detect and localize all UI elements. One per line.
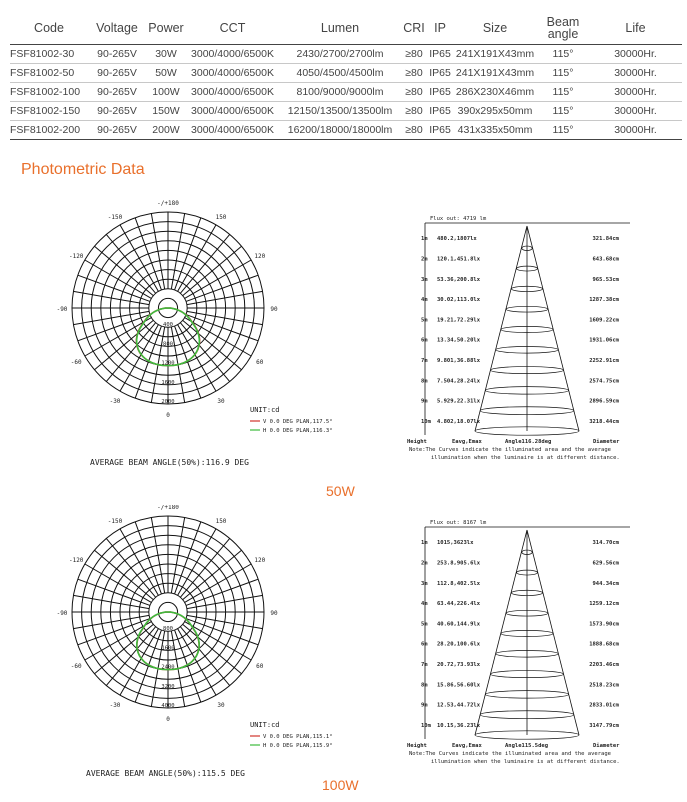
illuminance-label: 63.44,226.4lx (437, 601, 481, 608)
angle-label-r: 90 (270, 306, 278, 313)
angle-label-b: 0 (166, 716, 170, 723)
polar-spoke (186, 275, 258, 301)
spec-row (10, 45, 682, 64)
radial-label: 2400 (161, 664, 175, 671)
angle-label-top: -/+180 (157, 505, 179, 511)
flux-out: Flux out: 4719 lm (430, 216, 487, 222)
polar-spoke (187, 595, 263, 608)
spec-cell-voltage: 90-265V (88, 121, 146, 140)
angle-label-tl: -150 (107, 214, 123, 222)
spec-cell-ip: IP65 (427, 121, 453, 140)
polar-spoke (175, 522, 201, 594)
spec-row (10, 102, 682, 121)
footer-diameter: Diameter (593, 743, 620, 749)
angle-label-lr: 60 (256, 663, 264, 670)
average-beam-angle: AVERAGE BEAM ANGLE(50%):115.5 DEG (86, 769, 245, 778)
spec-cell-size: 431x335x50mm (453, 121, 537, 140)
height-label: 6m (421, 641, 428, 648)
note-line2: illumination when the luminaire is at different distance. (431, 759, 620, 765)
watt-label-50w: 50W (326, 483, 355, 499)
angle-label-l: -90 (56, 610, 68, 617)
photometric-block-100w (0, 505, 687, 790)
height-label: 10m (421, 722, 431, 729)
spec-cell-cct: 3000/4000/6500K (186, 64, 279, 83)
height-label: 7m (421, 661, 428, 668)
col-power: Power (146, 12, 186, 45)
spec-row (10, 83, 682, 102)
radial-label: 3200 (161, 683, 175, 690)
polar-spoke (151, 517, 164, 593)
diameter-label: 2574.75cm (589, 378, 619, 385)
legend-v-label: V 0.0 DEG PLAN,117.5° (263, 419, 333, 425)
polar-spoke (135, 326, 161, 398)
height-label: 3m (421, 276, 428, 283)
beam-line2: angle (547, 27, 579, 41)
angle-label-ul: -120 (68, 557, 84, 564)
flux-out: Flux out: 8167 lm (430, 520, 487, 526)
illuminance-label: 28.20,100.6lx (437, 641, 481, 648)
illuminance-label: 120.1,451.8lx (437, 256, 481, 263)
angle-label-tr: 150 (215, 214, 227, 222)
spec-cell-code: FSF81002-30 (10, 45, 88, 64)
spec-cell-cct: 3000/4000/6500K (186, 121, 279, 140)
spec-cell-lumen: 4050/4500/4500lm (279, 64, 401, 83)
note-line1: Note:The Curves indicate the illuminated area and the average (409, 447, 611, 453)
angle-label-br: 30 (217, 397, 225, 405)
spec-table (10, 12, 682, 140)
illuminance-label: 112.8,402.5lx (437, 580, 481, 587)
footer-angle: Angle116.28deg (505, 439, 552, 445)
section-title: Photometric Data (21, 161, 145, 178)
illuminance-label: 19.21,72.29lx (437, 317, 481, 324)
diameter-label: 944.34cm (592, 580, 619, 587)
angle-label-top: -/+180 (157, 200, 179, 207)
illuminance-label: 10.15,36.23lx (437, 722, 481, 729)
footer-height: Height (407, 439, 427, 445)
polar-spoke (151, 213, 164, 289)
average-beam-angle: AVERAGE BEAM ANGLE(50%):116.9 DEG (90, 458, 249, 467)
note-line2: illumination when the luminaire is at different distance. (431, 455, 620, 461)
illuminance-label: 4.802,18.07lx (437, 418, 481, 425)
polar-spoke (78, 315, 150, 341)
diameter-label: 1931.06cm (589, 337, 619, 344)
spec-cell-code: FSF81002-50 (10, 64, 88, 83)
cone-edge-right (527, 226, 579, 431)
spec-cell-power: 50W (146, 64, 186, 83)
footer-eavg: Eavg,Emax (452, 743, 482, 749)
spec-cell-ip: IP65 (427, 102, 453, 121)
angle-label-ur: 120 (254, 557, 266, 564)
angle-label-tl: -150 (107, 518, 123, 526)
spec-cell-cri: ≥80 (401, 121, 427, 140)
polar-spoke (78, 619, 150, 645)
polar-spoke (73, 311, 149, 324)
col-size: Size (453, 12, 537, 45)
diameter-label: 1888.68cm (589, 641, 619, 648)
diameter-label: 2833.01cm (589, 702, 619, 709)
height-label: 8m (421, 378, 428, 385)
polar-spoke (187, 291, 263, 304)
angle-label-bl: -30 (109, 397, 121, 405)
radial-label: 800 (163, 626, 173, 633)
angle-label-ll: -60 (70, 359, 82, 366)
diameter-label: 2252.91cm (589, 357, 619, 364)
unit-label: UNIT:cd (250, 406, 280, 414)
diameter-label: 1287.38cm (589, 297, 619, 304)
diameter-label: 2896.59cm (589, 398, 619, 405)
polar-spoke (73, 291, 149, 304)
illuminance-label: 480.2,1807lx (437, 236, 477, 243)
diameter-label: 2518.23cm (589, 682, 619, 689)
polar-spoke (186, 315, 258, 341)
spec-cell-power: 200W (146, 121, 186, 140)
legend-h-label: H 0.0 DEG PLAN,115.9° (263, 743, 333, 749)
illuminance-label: 5.929,22.31lx (437, 398, 481, 405)
spec-cell-lumen: 2430/2700/2700lm (279, 45, 401, 64)
height-label: 6m (421, 337, 428, 344)
polar-chart (57, 505, 278, 723)
beam-line1: Beam (546, 15, 580, 29)
spec-cell-life: 30000Hr. (589, 83, 682, 102)
polar-spoke (78, 275, 150, 301)
angle-label-b: 0 (166, 412, 170, 419)
diameter-label: 1259.12cm (589, 601, 619, 608)
height-label: 3m (421, 580, 428, 587)
spec-cell-life: 30000Hr. (589, 121, 682, 140)
diameter-label: 321.84cm (592, 236, 619, 243)
radial-label: 1200 (161, 360, 175, 367)
spec-header-row (10, 12, 682, 45)
height-label: 4m (421, 297, 428, 304)
polar-chart (57, 200, 278, 419)
spec-cell-ip: IP65 (427, 83, 453, 102)
illuminance-label: 7.504,28.24lx (437, 378, 481, 385)
spec-cell-cri: ≥80 (401, 83, 427, 102)
spec-cell-code: FSF81002-150 (10, 102, 88, 121)
illuminance-label: 1015,3623lx (437, 540, 474, 547)
illuminance-label: 9.801,36.88lx (437, 357, 481, 364)
radial-label: 2000 (161, 399, 175, 405)
polar-spoke (175, 218, 201, 290)
spec-cell-life: 30000Hr. (589, 64, 682, 83)
height-label: 10m (421, 418, 431, 425)
polar-spoke (175, 630, 201, 702)
spec-cell-beam: 115° (537, 64, 589, 83)
legend-h-label: H 0.0 DEG PLAN,116.3° (263, 428, 333, 434)
spec-cell-voltage: 90-265V (88, 45, 146, 64)
radial-label: 800 (163, 341, 173, 348)
spec-cell-cct: 3000/4000/6500K (186, 45, 279, 64)
height-label: 1m (421, 236, 428, 243)
watt-label-100w: 100W (322, 777, 359, 793)
illuminance-label: 53.36,200.8lx (437, 276, 481, 283)
radial-label: 1600 (161, 645, 175, 652)
cone-edge-right (527, 530, 579, 735)
spec-row (10, 64, 682, 83)
illuminance-label: 15.86,56.60lx (437, 682, 481, 689)
col-cct: CCT (186, 12, 279, 45)
col-life: Life (589, 12, 682, 45)
diameter-label: 643.68cm (592, 256, 619, 263)
spec-cell-voltage: 90-265V (88, 102, 146, 121)
polar-spoke (171, 517, 184, 593)
angle-label-tr: 150 (215, 518, 227, 526)
illuminance-label: 20.72,73.93lx (437, 661, 481, 668)
illuminance-label: 12.53,44.72lx (437, 702, 481, 709)
spec-cell-cri: ≥80 (401, 45, 427, 64)
angle-label-ll: -60 (70, 663, 82, 670)
angle-label-r: 90 (270, 610, 278, 617)
illuminance-label: 40.60,144.9lx (437, 621, 481, 628)
angle-label-ul: -120 (68, 253, 84, 260)
height-label: 4m (421, 601, 428, 608)
radial-label: 4000 (161, 703, 175, 709)
spec-cell-power: 100W (146, 83, 186, 102)
spec-cell-voltage: 90-265V (88, 83, 146, 102)
unit-label: UNIT:cd (250, 721, 280, 729)
spec-cell-cct: 3000/4000/6500K (186, 102, 279, 121)
diameter-label: 1609.22cm (589, 317, 619, 324)
col-lumen: Lumen (279, 12, 401, 45)
note-line1: Note:The Curves indicate the illuminated area and the average (409, 751, 611, 757)
polar-spoke (175, 326, 201, 398)
cone-edge-left (475, 226, 527, 431)
spec-cell-size: 241X191X43mm (453, 64, 537, 83)
diameter-label: 3147.79cm (589, 722, 619, 729)
photometric-block-50w (0, 200, 687, 510)
spec-cell-beam: 115° (537, 102, 589, 121)
height-label: 9m (421, 702, 428, 709)
polar-spoke (73, 595, 149, 608)
polar-spoke (73, 615, 149, 628)
footer-diameter: Diameter (593, 439, 620, 445)
spec-cell-cri: ≥80 (401, 102, 427, 121)
diameter-label: 3218.44cm (589, 418, 619, 425)
angle-label-l: -90 (56, 306, 68, 313)
spec-cell-voltage: 90-265V (88, 64, 146, 83)
spec-cell-power: 30W (146, 45, 186, 64)
spec-cell-lumen: 8100/9000/9000lm (279, 83, 401, 102)
spec-cell-cri: ≥80 (401, 64, 427, 83)
diameter-label: 965.53cm (592, 276, 619, 283)
spec-cell-life: 30000Hr. (589, 102, 682, 121)
footer-angle: Angle115.5deg (505, 743, 549, 749)
polar-spoke (187, 615, 263, 628)
spec-cell-beam: 115° (537, 83, 589, 102)
col-cri: CRI (401, 12, 427, 45)
angle-label-br: 30 (217, 701, 225, 709)
col-ip: IP (427, 12, 453, 45)
height-label: 5m (421, 317, 428, 324)
illuminance-label: 30.02,113.0lx (437, 297, 481, 304)
radial-label: 400 (163, 322, 173, 329)
height-label: 2m (421, 256, 428, 263)
spec-cell-power: 150W (146, 102, 186, 121)
polar-spoke (186, 579, 258, 605)
footer-height: Height (407, 743, 427, 749)
col-voltage: Voltage (88, 12, 146, 45)
height-label: 5m (421, 621, 428, 628)
spec-cell-code: FSF81002-100 (10, 83, 88, 102)
diameter-label: 1573.90cm (589, 621, 619, 628)
height-label: 9m (421, 398, 428, 405)
polar-spoke (171, 213, 184, 289)
polar-spoke (135, 522, 161, 594)
angle-label-bl: -30 (109, 701, 121, 709)
height-label: 8m (421, 682, 428, 689)
spec-cell-size: 286X230X46mm (453, 83, 537, 102)
polar-spoke (186, 619, 258, 645)
spec-cell-size: 390x295x50mm (453, 102, 537, 121)
spec-row (10, 121, 682, 140)
polar-spoke (187, 311, 263, 324)
polar-spoke (135, 218, 161, 290)
spec-cell-ip: IP65 (427, 64, 453, 83)
col-code: Code (10, 12, 88, 45)
angle-label-ur: 120 (254, 253, 266, 260)
illuminance-cone (407, 520, 630, 765)
spec-cell-life: 30000Hr. (589, 45, 682, 64)
illuminance-label: 13.34,50.20lx (437, 337, 481, 344)
cone-edge-left (475, 530, 527, 735)
spec-cell-lumen: 16200/18000/18000lm (279, 121, 401, 140)
spec-cell-cct: 3000/4000/6500K (186, 83, 279, 102)
spec-cell-ip: IP65 (427, 45, 453, 64)
spec-cell-size: 241X191X43mm (453, 45, 537, 64)
spec-cell-beam: 115° (537, 121, 589, 140)
spec-cell-lumen: 12150/13500/13500lm (279, 102, 401, 121)
diameter-label: 629.56cm (592, 560, 619, 567)
diameter-label: 2203.46cm (589, 661, 619, 668)
height-label: 1m (421, 540, 428, 547)
height-label: 7m (421, 357, 428, 364)
illuminance-cone (407, 216, 630, 461)
spec-cell-code: FSF81002-200 (10, 121, 88, 140)
spec-cell-beam: 115° (537, 45, 589, 64)
footer-eavg: Eavg,Emax (452, 439, 482, 445)
polar-spoke (78, 579, 150, 605)
illuminance-label: 253.8,905.6lx (437, 560, 481, 567)
angle-label-lr: 60 (256, 359, 264, 366)
radial-label: 1600 (161, 379, 175, 386)
legend-v-label: V 0.0 DEG PLAN,115.1° (263, 734, 333, 740)
col-beam-angle (537, 12, 589, 45)
polar-spoke (135, 630, 161, 702)
height-label: 2m (421, 560, 428, 567)
diameter-label: 314.70cm (592, 540, 619, 547)
